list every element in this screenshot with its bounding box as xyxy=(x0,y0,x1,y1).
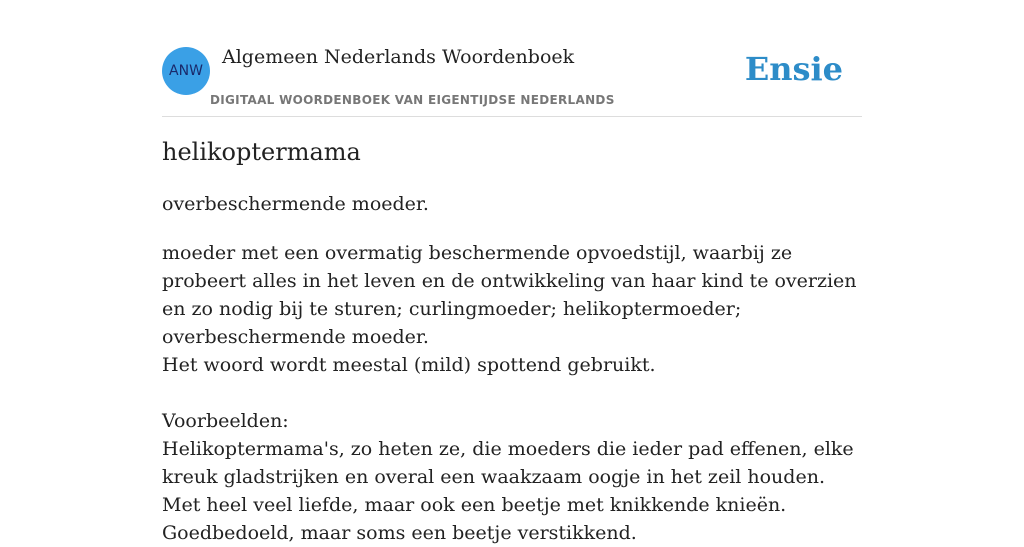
entry-title: helikoptermama xyxy=(162,138,361,166)
usage-note: Het woord wordt meestal (mild) spottend gebruikt. xyxy=(162,354,656,376)
paragraph-spacer xyxy=(162,379,862,407)
entry-body xyxy=(162,239,862,547)
site-subtitle: DIGITAAL WOORDENBOEK VAN EIGENTIJDSE NEDERLANDS xyxy=(210,93,615,107)
site-header xyxy=(162,0,862,117)
anw-logo[interactable]: ANW xyxy=(162,47,210,95)
site-title[interactable]: Algemeen Nederlands Woordenboek xyxy=(222,46,575,68)
ensie-logo[interactable]: Ensie xyxy=(744,50,843,88)
example-text: Helikoptermama's, zo heten ze, die moeders die ieder pad effenen, elke kreuk gladstrijken en overal een waakzaam oogje in het zeil houden. Met heel veel liefde, maar ook een beetje met knikkende knieën. Goedbedoeld, maar soms een beetje verstikkend. xyxy=(162,438,854,544)
entry-definition: moeder met een overmatig beschermende opvoedstijl, waarbij ze probeert alles in het leven en de ontwikkeling van haar kind te overzien en zo nodig bij te sturen; curlingmoeder; helikoptermoeder; overbeschermende moeder. xyxy=(162,242,857,348)
examples-heading: Voorbeelden: xyxy=(162,410,289,432)
entry-summary: overbeschermende moeder. xyxy=(162,193,429,215)
